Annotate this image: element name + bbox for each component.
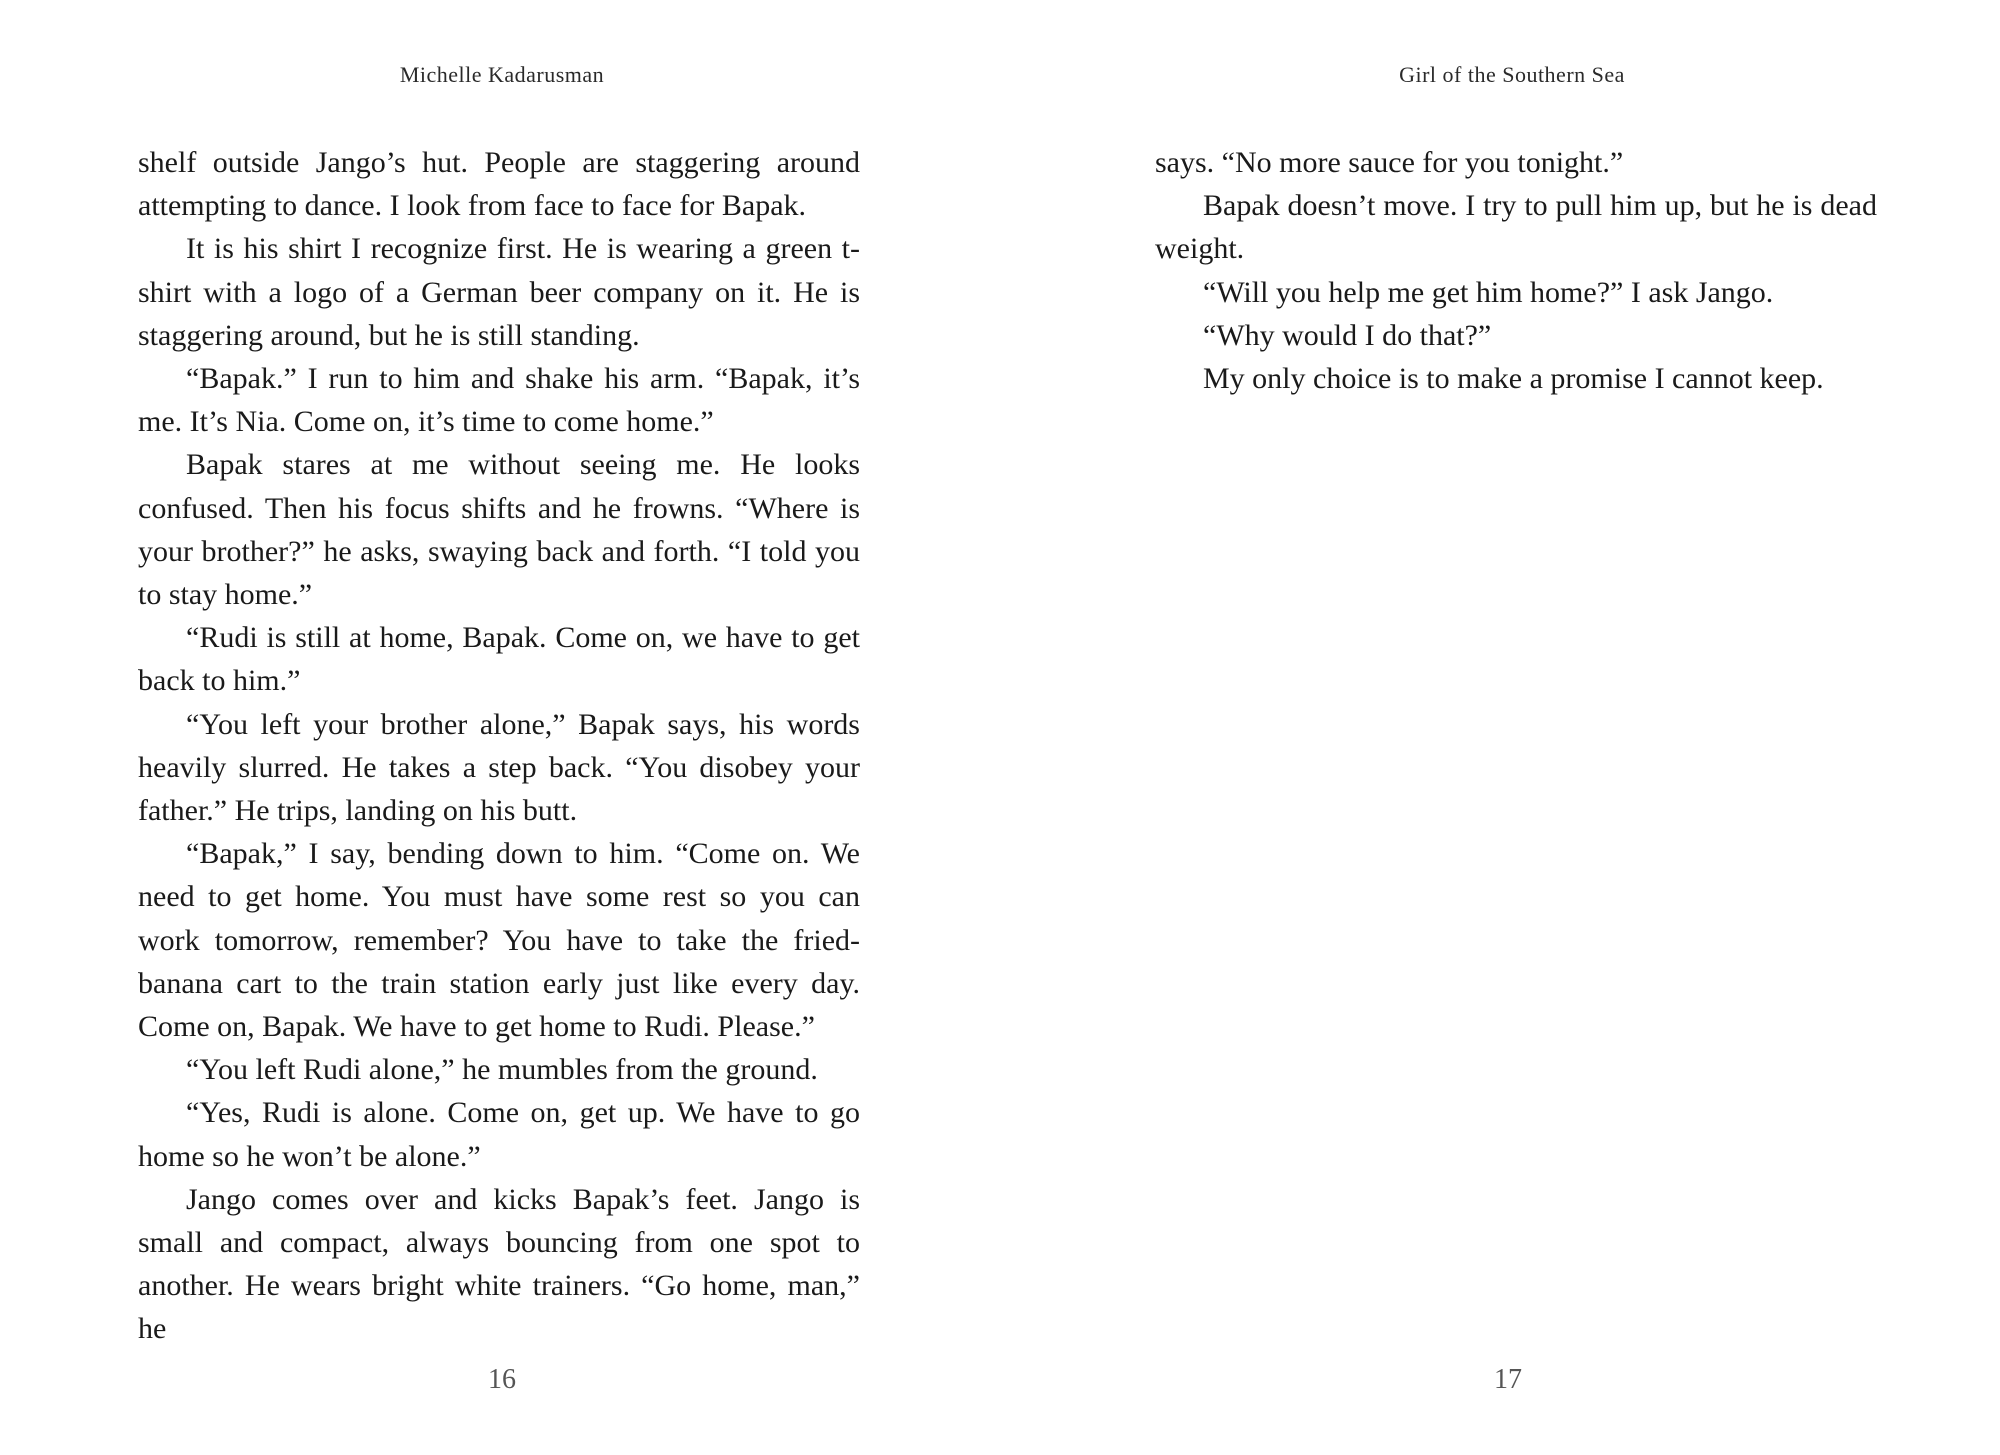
left-body-text: [138, 141, 860, 1351]
paragraph: “Will you help me get him home?” I ask Jango.: [1203, 275, 1774, 309]
paragraph: shelf outside Jango’s hut. People are staggering around attempting to dance. I look from face to face for Bapak.: [138, 146, 860, 223]
paragraph: says. “No more sauce for you tonight.”: [1155, 146, 1624, 179]
paragraph: My only choice is to make a promise I cannot keep.: [1203, 362, 1824, 396]
paragraph: Bapak stares at me without seeing me. He looks confused. Then his focus shifts and he frowns. “Where is your brother?” he asks, swaying back and forth. “I told you to stay home.”: [138, 448, 860, 612]
paragraph: Bapak doesn’t move. I try to pull him up, but he is dead weight.: [1155, 189, 1877, 266]
paragraph: “Yes, Rudi is alone. Come on, get up. We have to go home so he won’t be alone.”: [138, 1096, 860, 1173]
running-head-title: Girl of the Southern Sea: [1399, 62, 1625, 87]
paragraph: “Bapak,” I say, bending down to him. “Come on. We need to get home. You must have some rest so you can work tomorrow, remember? You have to take the fried-banana cart to the train station early just like every day. Come on, Bapak. We have to get home to Rudi. Please.”: [138, 837, 860, 1044]
paragraph: “You left your brother alone,” Bapak says, his words heavily slurred. He takes a step back. “You disobey your father.” He trips, landing on his butt.: [138, 707, 860, 828]
paragraph: “Rudi is still at home, Bapak. Come on, we have to get back to him.”: [138, 621, 860, 698]
running-head-author: Michelle Kadarusman: [399, 62, 605, 87]
right-page: [1000, 0, 2000, 1455]
page-number: 17: [1494, 1364, 1522, 1395]
paragraph: “Bapak.” I run to him and shake his arm. “Bapak, it’s me. It’s Nia. Come on, it’s time to come home.”: [138, 362, 860, 439]
paragraph: It is his shirt I recognize first. He is wearing a green t-shirt with a logo of a German beer company on it. He is staggering around, but he is still standing.: [138, 232, 860, 352]
right-body-text: [1155, 141, 1877, 400]
paragraph: “You left Rudi alone,” he mumbles from the ground.: [186, 1053, 818, 1087]
paragraph: Jango comes over and kicks Bapak’s feet. Jango is small and compact, always bouncing from one spot to another. He wears bright white trainers. “Go home, man,” he: [138, 1182, 860, 1346]
page-number: 16: [488, 1364, 516, 1395]
paragraph: “Why would I do that?”: [1203, 318, 1492, 352]
